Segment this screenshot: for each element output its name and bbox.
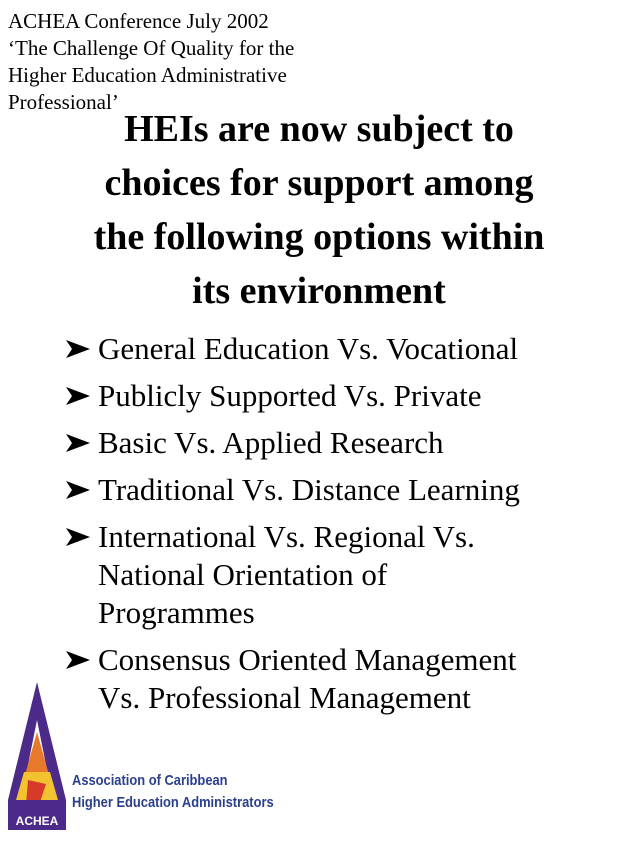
slide-title-line: the following options within (93, 216, 545, 258)
achea-mark-text: ACHEA (15, 814, 59, 828)
conference-note-line: Higher Education Administrative (8, 63, 287, 87)
bullet-item (64, 330, 624, 368)
bullet-text: Basic Vs. Applied Research (98, 425, 444, 460)
bullet-text: Publicly Supported Vs. Private (98, 378, 482, 413)
conference-note-line: ‘The Challenge Of Quality for the (8, 36, 295, 60)
bullet-item (64, 518, 624, 632)
slide-title-line: its environment (192, 270, 446, 312)
logo-text (72, 770, 274, 814)
bullet-text: General Education Vs. Vocational (98, 331, 519, 366)
bullet-text: Traditional Vs. Distance Learning (98, 472, 520, 507)
bullet-text: International Vs. Regional Vs. (98, 519, 475, 554)
conference-note-line: ACHEA Conference July 2002 (8, 9, 269, 33)
bullet-item (64, 424, 624, 462)
arrowhead-bullet-icon (64, 649, 92, 671)
bullet-text: National Orientation of (98, 557, 388, 592)
arrowhead-bullet-icon (64, 338, 92, 360)
bullet-item (64, 471, 624, 509)
achea-logo-mark-icon (6, 680, 68, 845)
arrowhead-bullet-icon (64, 385, 92, 407)
bullet-text: Consensus Oriented Management (98, 642, 517, 677)
conference-note (8, 8, 294, 116)
slide-title-line: choices for support among (104, 162, 534, 204)
achea-logo (6, 680, 274, 845)
logo-text-line: Higher Education Administrators (72, 794, 274, 811)
bullet-item (64, 377, 624, 415)
logo-text-line: Association of Caribbean (72, 772, 228, 789)
slide-title (30, 102, 608, 318)
bullet-text: Programmes (98, 595, 255, 630)
conference-note-line: Professional’ (8, 90, 119, 114)
bullet-list (64, 330, 624, 726)
bullet-text: Vs. Professional Management (98, 680, 471, 715)
arrowhead-bullet-icon (64, 432, 92, 454)
slide-title-line: HEIs are now subject to (124, 108, 514, 150)
arrowhead-bullet-icon (64, 479, 92, 501)
arrowhead-bullet-icon (64, 526, 92, 548)
